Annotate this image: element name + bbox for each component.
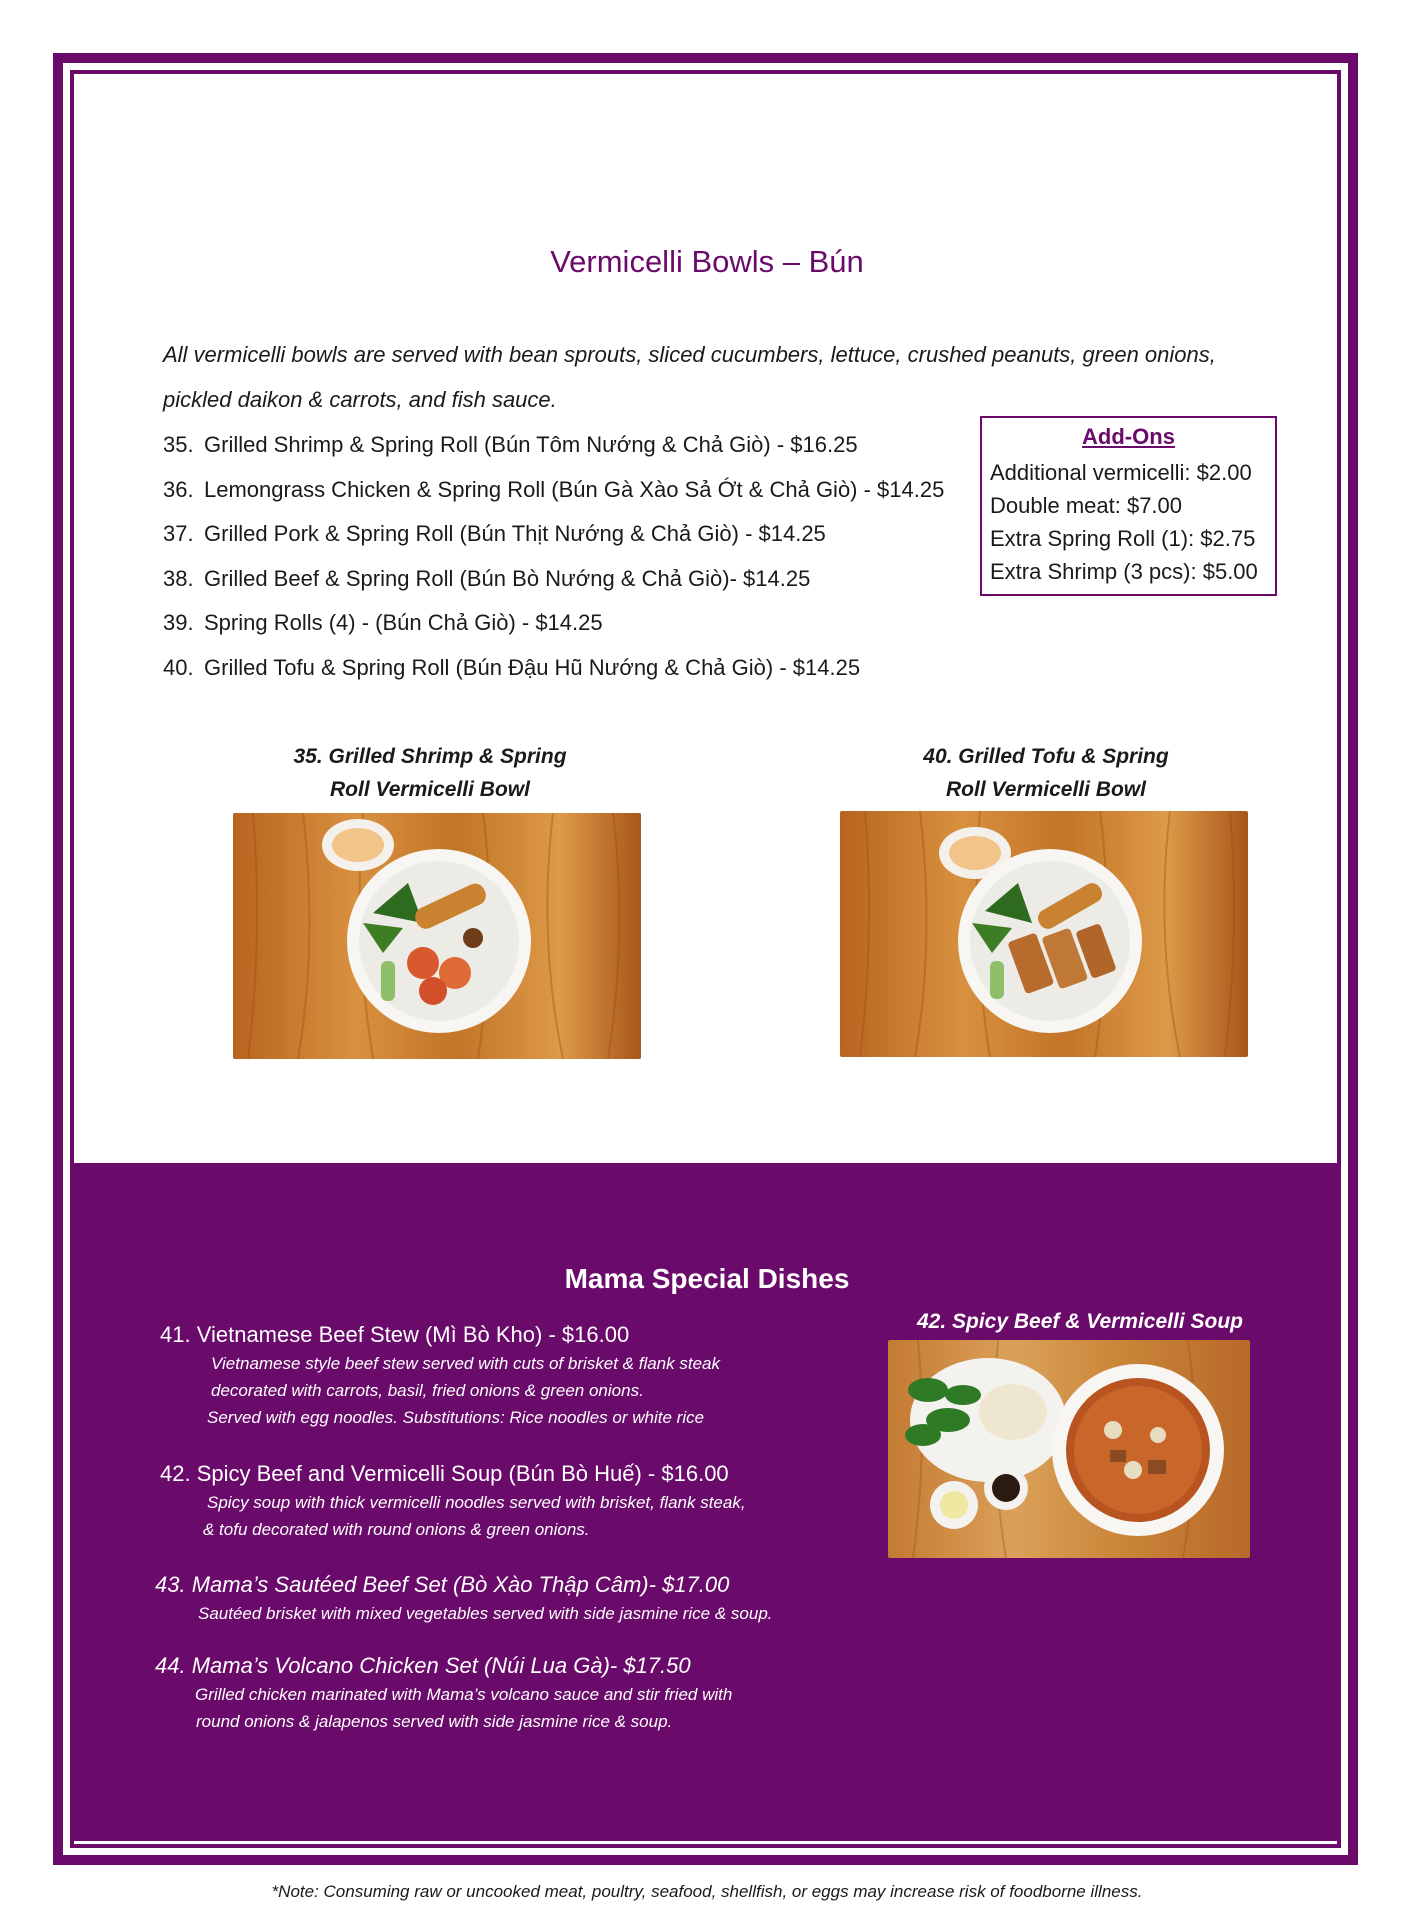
item-text: Spring Rolls (4) - (Bún Chả Giò) - $14.25 — [204, 610, 603, 636]
item-text: Grilled Shrimp & Spring Roll (Bún Tôm Nướng & Chả Giò) - $16.25 — [204, 432, 858, 457]
item-text: Lemongrass Chicken & Spring Roll (Bún Gà Xào Sả Ớt & Chả Giò) - $14.25 — [204, 476, 945, 502]
photo-caption-spicy-beef-soup: 42. Spicy Beef & Vermicelli Soup — [916, 1310, 1243, 1333]
photo-tofu-vermicelli-bowl — [840, 811, 1248, 1057]
item-number: 38. — [163, 565, 194, 591]
special-item-desc: decorated with carrots, basil, fried onions & green onions. — [211, 1381, 644, 1400]
menu-item-35 — [163, 423, 944, 468]
special-item-heading: 44. Mama’s Volcano Chicken Set (Núi Lua Gà)- $17.50 — [155, 1653, 691, 1678]
item-number: 40. — [163, 654, 194, 680]
special-item-heading: 42. Spicy Beef and Vermicelli Soup (Bún Bò Huế) - $16.00 — [160, 1461, 729, 1486]
foodborne-illness-note: *Note: Consuming raw or uncooked meat, poultry, seafood, shellfish, or eggs may increase risk of foodborne illness. — [271, 1882, 1143, 1901]
photo-caption-tofu — [846, 740, 1246, 806]
special-item-desc: & tofu decorated with round onions & green onions. — [203, 1520, 590, 1539]
addons-title: Add-Ons — [1082, 424, 1175, 449]
item-number: 36. — [163, 476, 194, 502]
special-item-41 — [160, 1322, 720, 1431]
menu-item-39 — [163, 601, 944, 646]
vermicelli-intro — [163, 332, 1283, 422]
intro-line: All vermicelli bowls are served with bean sprouts, sliced cucumbers, lettuce, crushed peanuts, green onions, — [163, 342, 1216, 367]
special-item-desc: Served with egg noodles. Substitutions: Rice noodles or white rice — [207, 1408, 705, 1427]
vermicelli-menu-list — [163, 423, 944, 691]
item-number: 39. — [163, 610, 194, 636]
addons-box — [980, 416, 1277, 596]
section-title-specials: Mama Special Dishes — [564, 1263, 850, 1294]
intro-line: pickled daikon & carrots, and fish sauce. — [163, 387, 557, 412]
special-item-44 — [155, 1653, 732, 1735]
special-item-heading: 41. Vietnamese Beef Stew (Mì Bò Kho) - $16.00 — [160, 1322, 630, 1347]
special-item-heading: 43. Mama’s Sautéed Beef Set (Bò Xào Thập Câm)- $17.00 — [155, 1572, 730, 1597]
special-item-desc: Spicy soup with thick vermicelli noodles served with brisket, flank steak, — [207, 1493, 746, 1512]
menu-item-36 — [163, 468, 944, 513]
special-item-desc: Vietnamese style beef stew served with cuts of brisket & flank steak — [211, 1354, 720, 1373]
photo-spicy-beef-vermicelli-soup — [888, 1340, 1250, 1558]
caption-line: Roll Vermicelli Bowl — [946, 778, 1146, 801]
section-title-vermicelli: Vermicelli Bowls – Bún — [550, 244, 864, 279]
caption-line: 40. Grilled Tofu & Spring — [923, 745, 1169, 768]
caption-line: 35. Grilled Shrimp & Spring — [293, 745, 567, 768]
addon-item: Extra Shrimp (3 pcs): $5.00 — [990, 559, 1258, 584]
special-item-desc: Grilled chicken marinated with Mama’s volcano sauce and stir fried with — [195, 1685, 733, 1704]
item-text: Grilled Beef & Spring Roll (Bún Bò Nướng & Chả Giò)- $14.25 — [204, 565, 811, 591]
photo-shrimp-vermicelli-bowl — [233, 813, 641, 1059]
item-number: 37. — [163, 521, 194, 547]
special-item-desc: Sautéed brisket with mixed vegetables served with side jasmine rice & soup. — [198, 1604, 773, 1623]
item-number: 35. — [163, 432, 194, 457]
menu-item-37 — [163, 512, 944, 557]
addon-item: Additional vermicelli: $2.00 — [990, 460, 1252, 485]
item-text: Grilled Pork & Spring Roll (Bún Thịt Nướng & Chả Giò) - $14.25 — [204, 521, 826, 547]
addon-item: Extra Spring Roll (1): $2.75 — [990, 526, 1256, 551]
item-text: Grilled Tofu & Spring Roll (Bún Đậu Hũ Nướng & Chả Giò) - $14.25 — [204, 654, 861, 680]
caption-line: Roll Vermicelli Bowl — [330, 778, 530, 801]
menu-item-40 — [163, 646, 944, 691]
special-item-desc: round onions & jalapenos served with side jasmine rice & soup. — [196, 1712, 673, 1731]
special-item-43 — [155, 1572, 773, 1627]
special-item-42 — [160, 1461, 746, 1543]
menu-item-38 — [163, 557, 944, 602]
addon-item: Double meat: $7.00 — [990, 493, 1183, 518]
photo-caption-shrimp — [230, 740, 630, 806]
